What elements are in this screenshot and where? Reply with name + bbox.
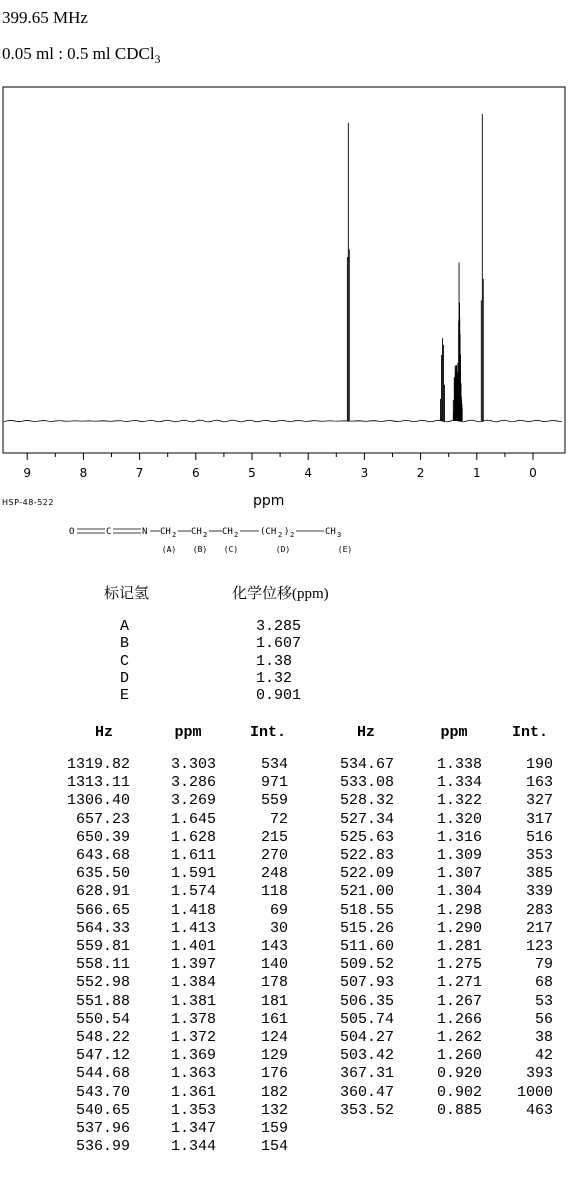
peak-int: 182 xyxy=(260,1083,288,1101)
peak-int: 124 xyxy=(260,1029,288,1046)
peak-int: 140 xyxy=(260,956,288,974)
col-header-ppm: ppm xyxy=(174,724,202,741)
peak-int: 159 xyxy=(260,1120,288,1137)
assignment-label: B xyxy=(120,635,130,653)
peak-ppm: 0.920 xyxy=(436,1065,482,1083)
peak-hz: 1313.11 xyxy=(66,774,130,792)
x-tick-label: 5 xyxy=(248,466,256,480)
col-header-hz: Hz xyxy=(94,724,113,741)
peak-int: 516 xyxy=(525,828,553,846)
peak-ppm: 1.574 xyxy=(170,883,216,901)
peak-ppm: 1.266 xyxy=(436,1010,482,1028)
subscript: 2 xyxy=(278,531,283,539)
peak-ppm: 1.363 xyxy=(170,1065,216,1083)
peak-ppm: 1.384 xyxy=(170,974,216,992)
nmr-spectrum-chart xyxy=(0,86,570,496)
peak-int: 248 xyxy=(260,865,288,883)
assignment-header-shift: 化学位移(ppm) xyxy=(232,586,329,602)
peak-hz: 511.60 xyxy=(339,938,394,955)
peak-hz: 504.27 xyxy=(339,1029,394,1046)
peak-hz: 558.11 xyxy=(75,956,130,974)
peak-hz: 367.31 xyxy=(339,1065,394,1083)
paren: ) xyxy=(284,527,290,537)
plot-frame xyxy=(3,87,565,453)
peak-int: 283 xyxy=(525,901,553,919)
peak-ppm: 1.262 xyxy=(436,1029,482,1046)
subscript: 3 xyxy=(337,531,342,539)
peak-hz: 548.22 xyxy=(75,1029,130,1046)
peak-ppm: 1.281 xyxy=(436,938,482,955)
peak-ppm: 1.611 xyxy=(170,847,216,864)
sample-solvent xyxy=(2,44,161,64)
peak-hz: 522.09 xyxy=(339,865,394,883)
peak-int: 72 xyxy=(269,810,288,828)
x-tick-label: 1 xyxy=(472,466,481,480)
peak-int: 327 xyxy=(525,792,553,810)
solvent-subscript: 3 xyxy=(154,52,161,66)
peak-int: 215 xyxy=(260,828,288,846)
col-header-ppm: ppm xyxy=(440,724,468,741)
x-tick-label: 0 xyxy=(529,466,537,480)
molecular-structure xyxy=(60,518,420,560)
carbon-label: (D) xyxy=(275,545,291,554)
peak-int: 79 xyxy=(534,956,553,974)
peak-hz: 551.88 xyxy=(75,992,130,1010)
peak-hz: 527.34 xyxy=(339,810,394,828)
peak-hz: 533.08 xyxy=(339,774,394,792)
peak-int: 217 xyxy=(525,919,553,937)
peak-int: 178 xyxy=(260,974,288,992)
atom-c: C xyxy=(106,527,112,537)
x-tick-label: 7 xyxy=(135,466,144,480)
peak-hz: 566.65 xyxy=(75,901,130,919)
peak-int: 971 xyxy=(260,774,288,792)
peak-hz: 643.68 xyxy=(75,847,130,864)
peak-ppm: 3.303 xyxy=(170,756,216,773)
peak-hz: 559.81 xyxy=(75,938,130,955)
peak-int: 30 xyxy=(269,919,288,937)
group-ch: CH xyxy=(191,527,202,537)
peak-int: 385 xyxy=(525,865,553,883)
col-header-int: Int. xyxy=(249,724,286,741)
spectrometer-frequency: 399.65 MHz xyxy=(2,8,88,27)
peak-ppm: 1.271 xyxy=(436,974,482,992)
atom-o: O xyxy=(69,527,75,537)
peak-hz: 543.70 xyxy=(75,1083,130,1101)
subscript: 2 xyxy=(172,531,177,539)
peak-ppm: 1.322 xyxy=(436,792,482,810)
assignment-header-label: 标记氢 xyxy=(104,586,150,602)
peak-hz: 509.52 xyxy=(339,956,394,974)
peak-int: 176 xyxy=(260,1065,288,1083)
x-tick-label: 4 xyxy=(304,466,313,480)
peak-hz: 537.96 xyxy=(75,1120,130,1137)
peak-hz: 1319.82 xyxy=(66,756,130,773)
peak-int: 353 xyxy=(525,847,553,864)
group-ch: (CH xyxy=(260,527,277,537)
assignment-label: D xyxy=(120,669,130,687)
peak-hz: 518.55 xyxy=(339,901,394,919)
peak-int: 559 xyxy=(260,792,288,810)
x-tick-label: 9 xyxy=(23,466,32,480)
peak-hz: 564.33 xyxy=(75,919,130,937)
group-ch: CH xyxy=(325,527,336,537)
assignment-label: E xyxy=(120,687,130,705)
peak-ppm: 1.344 xyxy=(170,1138,216,1156)
col-header-int: Int. xyxy=(511,724,548,741)
peak-int: 53 xyxy=(534,992,553,1010)
peak-int: 463 xyxy=(525,1101,553,1119)
group-ch: CH xyxy=(222,527,233,537)
peak-hz: 507.93 xyxy=(339,974,394,992)
peak-ppm: 1.591 xyxy=(170,865,216,883)
peak-ppm: 1.378 xyxy=(170,1010,216,1028)
peak-ppm: 1.316 xyxy=(436,828,482,846)
spectrum-baseline xyxy=(4,420,562,422)
peak-hz: 540.65 xyxy=(75,1101,130,1119)
peak-ppm: 1.275 xyxy=(436,956,482,974)
assignment-label: C xyxy=(120,652,130,670)
carbon-label: (C) xyxy=(223,545,239,554)
peak-ppm: 1.334 xyxy=(436,774,482,792)
peak-int: 534 xyxy=(260,756,288,773)
peak-ppm: 1.347 xyxy=(170,1120,216,1137)
peak-ppm: 1.381 xyxy=(170,992,216,1010)
col-header-hz: Hz xyxy=(356,724,375,741)
x-tick-label: 3 xyxy=(360,466,369,480)
peak-int: 190 xyxy=(525,756,553,773)
peak-hz: 552.98 xyxy=(75,974,130,992)
assignment-shift: 3.285 xyxy=(256,618,302,635)
subscript: 2 xyxy=(290,531,295,539)
peak-int: 129 xyxy=(260,1047,288,1065)
peak-ppm: 1.298 xyxy=(436,901,482,919)
carbon-label: (E) xyxy=(337,545,353,554)
x-axis-label: ppm xyxy=(253,493,285,509)
peak-ppm: 1.304 xyxy=(436,883,482,901)
peak-int: 56 xyxy=(534,1010,553,1028)
peak-ppm: 1.397 xyxy=(170,956,216,974)
peak-ppm: 1.418 xyxy=(170,901,216,919)
peak-ppm: 0.885 xyxy=(436,1101,482,1119)
x-tick-label: 6 xyxy=(191,466,200,480)
peak-int: 161 xyxy=(260,1010,288,1028)
peak-ppm: 1.628 xyxy=(170,828,216,846)
peak-hz: 521.00 xyxy=(339,883,394,901)
peak-hz: 360.47 xyxy=(339,1083,394,1101)
peak-int: 68 xyxy=(534,974,553,992)
peak-hz: 515.26 xyxy=(339,919,394,937)
peak-hz: 628.91 xyxy=(75,883,130,901)
peak-hz: 525.63 xyxy=(339,828,394,846)
peak-int: 270 xyxy=(260,847,288,864)
peak-int: 118 xyxy=(260,883,288,901)
peak-ppm: 3.286 xyxy=(170,774,216,792)
peak-int: 132 xyxy=(260,1101,288,1119)
peak-hz: 353.52 xyxy=(339,1101,394,1119)
peak-ppm: 1.320 xyxy=(436,810,482,828)
peak-int: 339 xyxy=(525,883,553,901)
spectrum-code: HSP-48-522 xyxy=(2,498,54,507)
peak-hz: 522.83 xyxy=(339,847,394,864)
peak-ppm: 1.372 xyxy=(170,1029,216,1046)
peak-hz: 536.99 xyxy=(75,1138,130,1156)
carbon-label: (A) xyxy=(161,545,177,554)
peak-int: 38 xyxy=(534,1029,553,1046)
peak-int: 181 xyxy=(260,992,288,1010)
peak-ppm: 1.260 xyxy=(436,1047,482,1065)
peak-hz: 506.35 xyxy=(339,992,394,1010)
peak-hz: 505.74 xyxy=(339,1010,394,1028)
peak-hz: 550.54 xyxy=(75,1010,130,1028)
peak-ppm: 1.401 xyxy=(170,938,216,955)
atom-n: N xyxy=(142,527,148,537)
x-tick-label: 8 xyxy=(79,466,88,480)
peak-hz: 1306.40 xyxy=(66,792,130,810)
assignment-label: A xyxy=(120,618,130,635)
peak-ppm: 1.369 xyxy=(170,1047,216,1065)
peak-ppm: 1.338 xyxy=(436,756,482,773)
peak-hz: 544.68 xyxy=(75,1065,130,1083)
peak-int: 163 xyxy=(525,774,553,792)
assignment-shift: 1.38 xyxy=(256,652,293,670)
peak-ppm: 1.353 xyxy=(170,1101,216,1119)
peak-ppm: 1.413 xyxy=(170,919,216,937)
peak-ppm: 1.290 xyxy=(436,919,482,937)
peak-ppm: 1.267 xyxy=(436,992,482,1010)
carbon-label: (B) xyxy=(192,545,208,554)
peak-ppm: 0.902 xyxy=(436,1083,482,1101)
assignment-shift: 1.607 xyxy=(256,635,302,653)
subscript: 2 xyxy=(203,531,208,539)
peak-hz: 547.12 xyxy=(75,1047,130,1065)
peak-hz: 528.32 xyxy=(339,792,394,810)
peak-int: 1000 xyxy=(516,1083,553,1101)
group-ch: CH xyxy=(160,527,171,537)
peak-int: 123 xyxy=(525,938,553,955)
peak-hz: 657.23 xyxy=(75,810,130,828)
peak-ppm: 1.307 xyxy=(436,865,482,883)
peak-int: 42 xyxy=(534,1047,553,1065)
peak-ppm: 1.309 xyxy=(436,847,482,864)
peak-hz: 650.39 xyxy=(75,828,130,846)
peak-int: 154 xyxy=(260,1138,288,1156)
peak-hz: 534.67 xyxy=(339,756,394,773)
peak-int: 143 xyxy=(260,938,288,955)
assignment-shift: 1.32 xyxy=(256,669,293,687)
peak-hz: 635.50 xyxy=(75,865,130,883)
peak-int: 69 xyxy=(269,901,288,919)
peak-ppm: 3.269 xyxy=(170,792,216,810)
peak-int: 393 xyxy=(525,1065,553,1083)
peak-hz: 503.42 xyxy=(339,1047,394,1065)
x-tick-label: 2 xyxy=(416,466,425,480)
solvent-text: 0.05 ml : 0.5 ml CDCl xyxy=(2,44,155,63)
peak-int: 317 xyxy=(525,810,553,828)
peak-ppm: 1.361 xyxy=(170,1083,216,1101)
assignment-shift: 0.901 xyxy=(256,687,302,705)
subscript: 2 xyxy=(234,531,239,539)
peak-ppm: 1.645 xyxy=(170,810,216,828)
